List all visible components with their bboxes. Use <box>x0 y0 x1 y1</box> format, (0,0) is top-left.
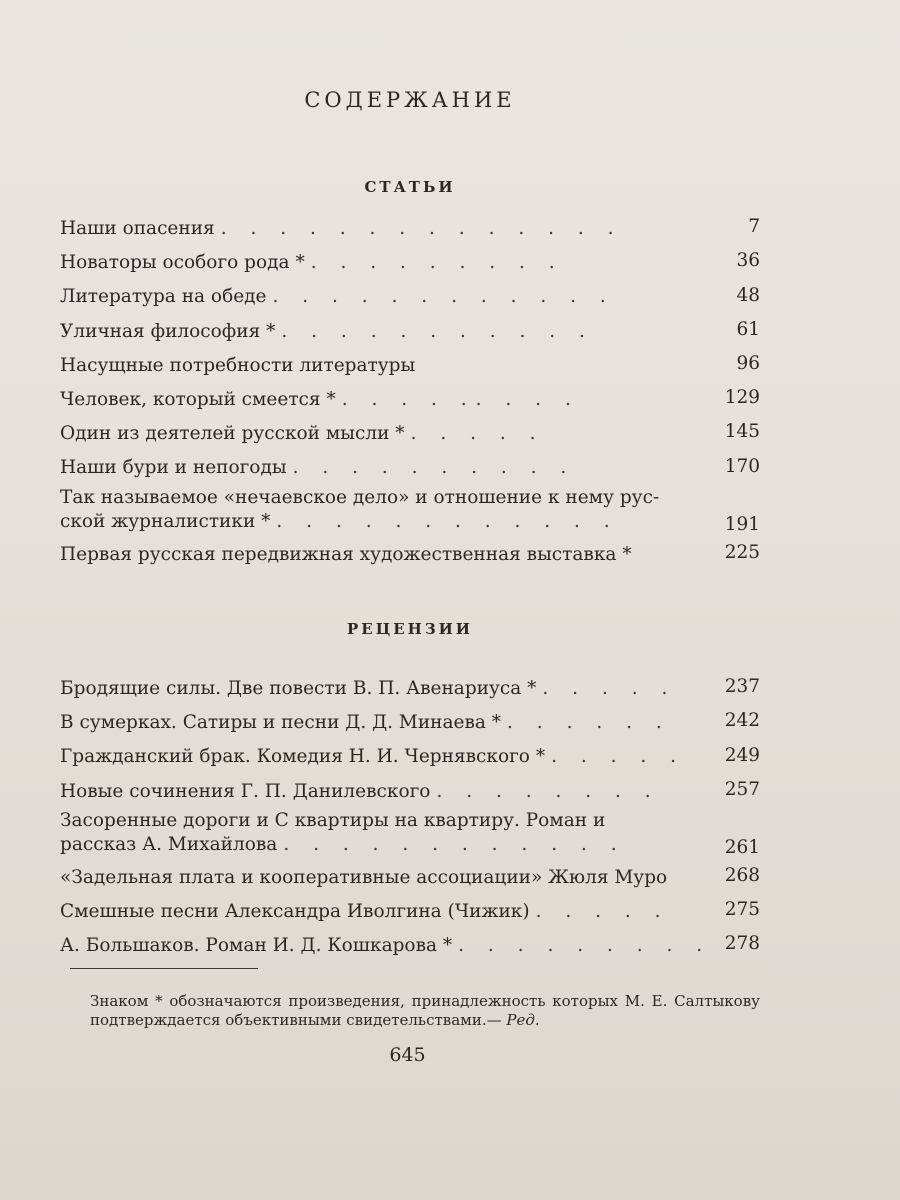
dot-leader: . . . . .. . . . <box>341 388 580 410</box>
entry-page: 7 <box>748 216 760 238</box>
dot-leader: . . . . . . . . . . . . <box>272 286 615 308</box>
entry-page: 96 <box>736 352 760 374</box>
entry-page: 275 <box>724 899 760 921</box>
toc-entry <box>60 929 760 963</box>
entry-title: Гражданский брак. Комедия Н. И. Чернявского * <box>60 746 546 768</box>
entry-page: 278 <box>724 933 760 955</box>
page-number: 645 <box>389 1044 426 1066</box>
footnote-divider <box>70 968 258 969</box>
entry-page: 268 <box>724 864 760 886</box>
entry-title: Насущные потребности литературы <box>60 354 416 376</box>
toc-reviews <box>60 672 760 963</box>
entry-page: 237 <box>724 676 760 698</box>
dot-leader: . . . . . . . . . <box>310 252 564 274</box>
entry-title: Человек, который смеется * <box>60 388 336 410</box>
entry-page: 225 <box>724 541 760 563</box>
entry-title: «Задельная плата и кооперативные ассоциации» Жюля Муро <box>60 866 668 888</box>
section-heading-articles: СТАТЬИ <box>364 178 456 196</box>
footnote-editor-mark: Ред. <box>506 1011 540 1029</box>
entry-page: 36 <box>736 250 760 272</box>
section-heading-reviews: РЕЦЕНЗИИ <box>347 620 473 638</box>
entry-title: В сумерках. Сатиры и песни Д. Д. Минаева * <box>60 712 502 734</box>
entry-title-continued: ской журналистики * <box>60 510 271 532</box>
entry-page: 261 <box>724 836 760 858</box>
toc-entry <box>60 672 760 706</box>
entry-title: Смешные песни Александра Иволгина (Чижик) <box>60 900 530 922</box>
entry-title: Так называемое «нечаевское дело» и отношение к нему рус- <box>60 486 660 508</box>
dot-leader: . . . . . <box>551 746 686 768</box>
entry-page: 48 <box>736 284 760 306</box>
toc-entry <box>60 280 760 314</box>
toc-articles <box>60 212 760 572</box>
toc-entry <box>60 383 760 417</box>
entry-page: 191 <box>724 513 760 535</box>
toc-entry <box>60 538 760 572</box>
toc-entry <box>60 775 760 809</box>
toc-entry <box>60 740 760 774</box>
toc-entry <box>60 246 760 280</box>
dot-leader: . . . . . . . . . . <box>292 457 576 479</box>
toc-entry <box>60 706 760 740</box>
toc-entry <box>60 417 760 451</box>
entry-title: Новые сочинения Г. П. Данилевского <box>60 780 431 802</box>
toc-entry <box>60 349 760 383</box>
entry-title: А. Большаков. Роман И. Д. Кошкарова * <box>60 935 453 957</box>
dot-leader: . . . . . <box>535 900 670 922</box>
entry-title: Новаторы особого рода * <box>60 252 305 274</box>
toc-entry <box>60 451 760 485</box>
dot-leader: . . . . . . . . . . . <box>281 320 594 342</box>
entry-page: 61 <box>736 318 760 340</box>
dot-leader: . . . . . . . . . <box>458 935 712 957</box>
dot-leader: . . . . . <box>542 678 677 699</box>
entry-title: Засоренные дороги и С квартиры на квартиру. Роман и <box>60 809 606 831</box>
dot-leader: . . . . . <box>410 423 545 445</box>
dot-leader: . . . . . . . . . . . . . . <box>220 218 623 239</box>
entry-page: 129 <box>724 387 760 409</box>
entry-title-continued: рассказ А. Михайлова <box>60 833 278 855</box>
entry-page: 242 <box>724 710 760 732</box>
entry-page: 257 <box>724 778 760 800</box>
entry-page: 249 <box>724 744 760 766</box>
entry-title: Литература на обеде <box>60 286 267 308</box>
dot-leader: . . . . . . . . . . . . <box>276 510 619 532</box>
toc-entry <box>60 861 760 895</box>
entry-title: Наши бури и непогоды <box>60 457 287 479</box>
footnote <box>90 992 760 1030</box>
dot-leader: . . . . . . . . . . . . <box>283 833 626 855</box>
entry-title: Уличная философия * <box>60 320 276 342</box>
entry-page: 145 <box>724 421 760 443</box>
entry-page: 170 <box>724 455 760 477</box>
dot-leader: . . . . . . . . <box>436 780 660 802</box>
entry-title: Первая русская передвижная художественная выставка * <box>60 543 632 565</box>
toc-entry <box>60 486 760 538</box>
entry-title: Наши опасения <box>60 218 215 239</box>
page-title: СОДЕРЖАНИЕ <box>304 88 516 112</box>
toc-entry <box>60 895 760 929</box>
entry-title: Один из деятелей русской мысли * <box>60 423 405 445</box>
toc-entry <box>60 809 760 861</box>
toc-entry <box>60 212 760 246</box>
toc-entry <box>60 315 760 349</box>
dot-leader: . . . . . . <box>507 712 671 734</box>
footnote-text: Знаком * обозначаются произведения, принадлежность которых М. Е. Салтыкову подтверждается объективными свидетельствами.— <box>90 992 760 1029</box>
entry-title: Бродящие силы. Две повести В. П. Авенариуса * <box>60 678 537 699</box>
